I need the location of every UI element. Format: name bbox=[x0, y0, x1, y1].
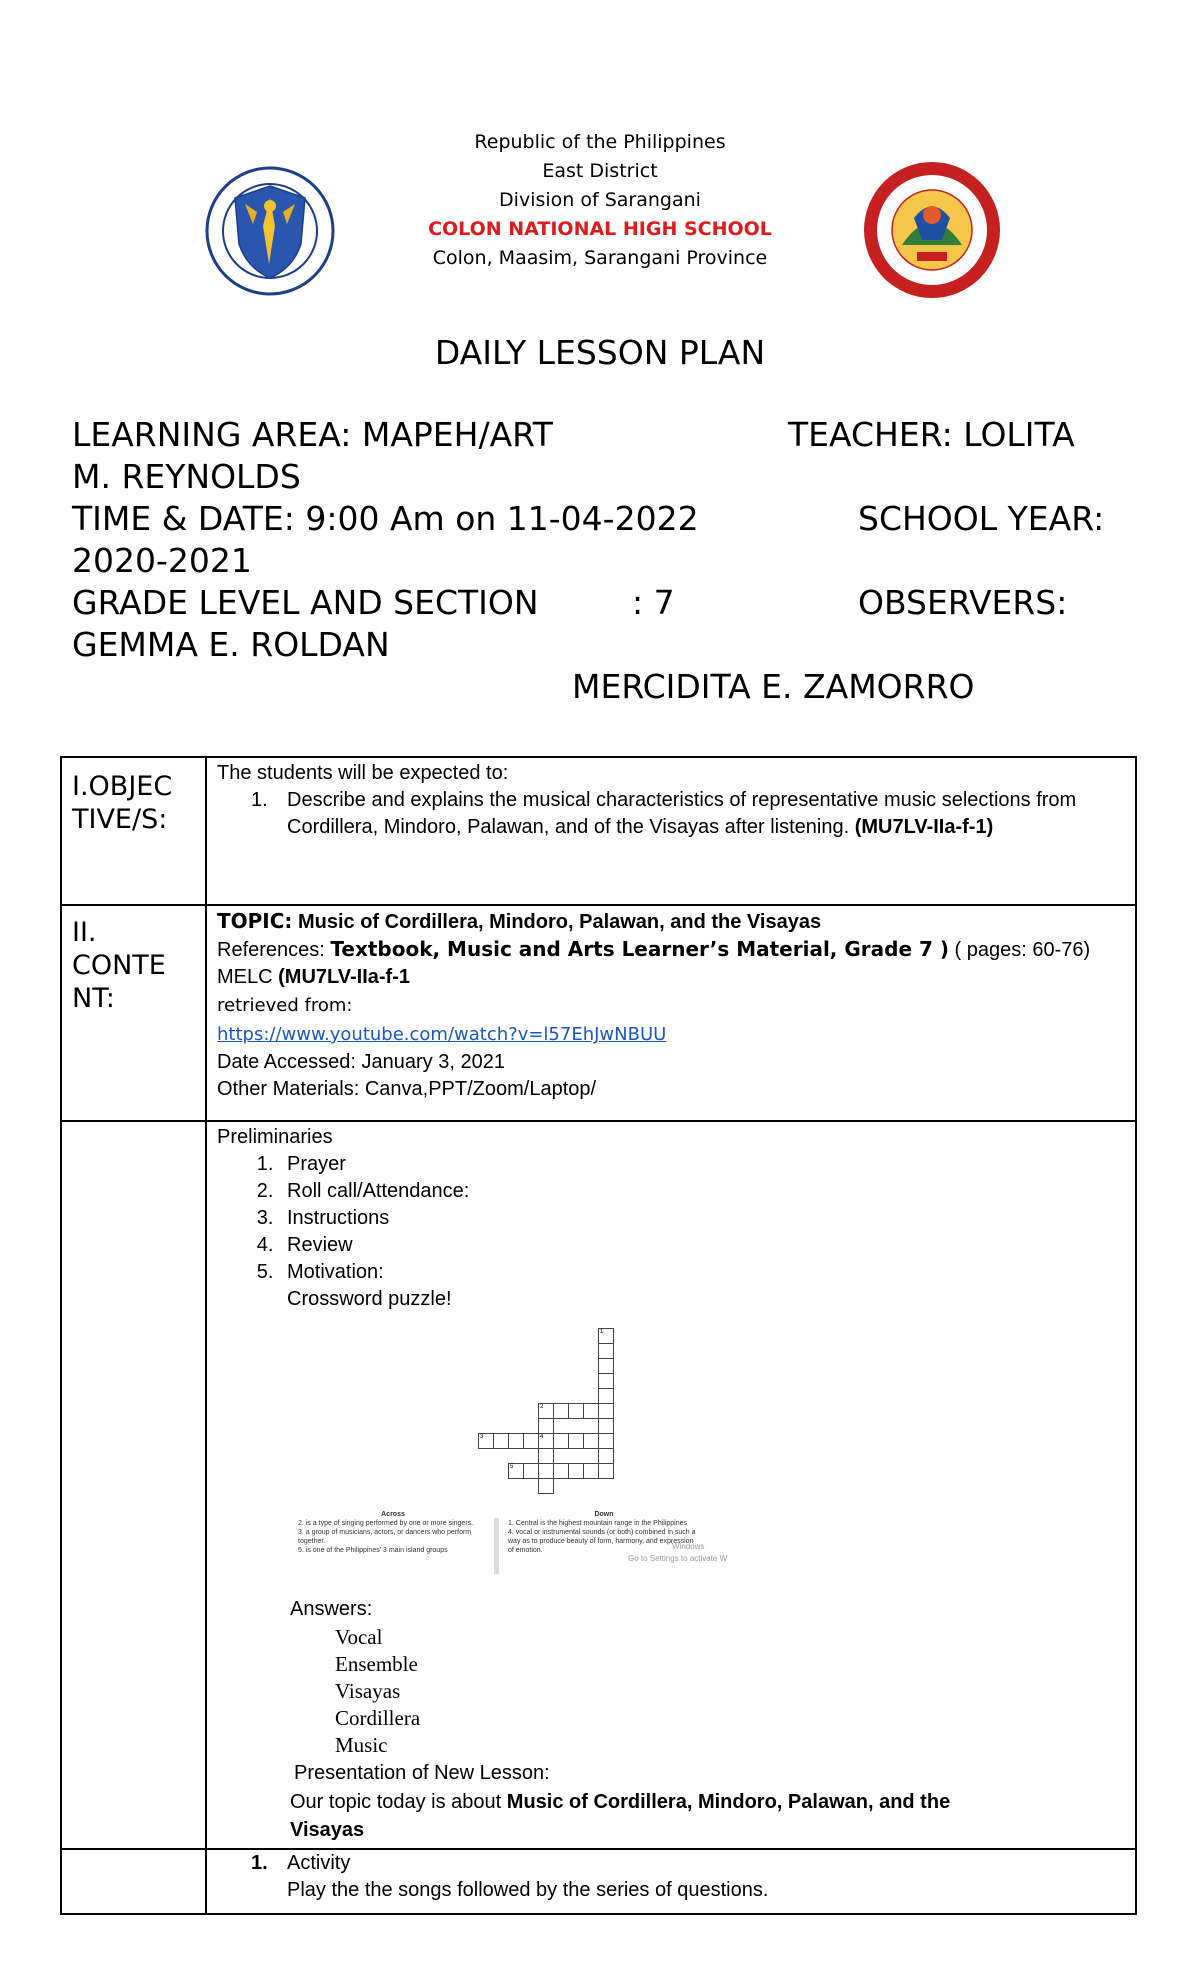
crossword-cell bbox=[598, 1358, 614, 1374]
references-pages: ( pages: 60-76) bbox=[949, 939, 1091, 961]
crossword-cell bbox=[523, 1433, 539, 1449]
objectives-label: I.OBJEC TIVE/S: bbox=[72, 771, 173, 835]
answer-list bbox=[335, 1624, 420, 1759]
answers-label: Answers: bbox=[290, 1598, 373, 1620]
content-cell bbox=[217, 908, 1117, 1103]
header-division: Division of Sarangani bbox=[499, 189, 701, 211]
crossword-cell bbox=[568, 1403, 584, 1419]
school-year-label: SCHOOL YEAR: bbox=[858, 499, 1105, 538]
list-item: 2. Roll call/Attendance: bbox=[279, 1178, 1117, 1205]
down-title: Down bbox=[594, 1511, 614, 1518]
topic-intro-bold: Music of Cordillera, Mindoro, Palawan, and the Visayas bbox=[290, 1791, 951, 1841]
table-column-divider bbox=[205, 758, 207, 1913]
crossword-cell: 4 bbox=[538, 1433, 554, 1449]
header-republic: Republic of the Philippines bbox=[474, 131, 726, 153]
crossword-cell bbox=[583, 1433, 599, 1449]
answer-item: Music bbox=[335, 1733, 388, 1757]
activity-cell bbox=[217, 1850, 1187, 1904]
objectives-cell bbox=[217, 760, 1117, 841]
answer-item: Vocal bbox=[335, 1625, 383, 1649]
observer-1: GEMMA E. ROLDAN bbox=[72, 625, 390, 664]
crossword-cell: 1 bbox=[598, 1328, 614, 1344]
answer-item: Visayas bbox=[335, 1679, 401, 1703]
activity-title: Activity bbox=[287, 1852, 351, 1874]
content-label: II. CONTE NT: bbox=[72, 917, 166, 1014]
list-item: 1. Prayer bbox=[279, 1151, 1117, 1178]
references-line bbox=[217, 936, 1117, 964]
clue-down: 4. vocal or instrumental sounds (or both) combined in such a way as to produce beauty of form, harmony, and expression of emotion. bbox=[508, 1529, 696, 1554]
crossword-cell bbox=[523, 1463, 539, 1479]
activity-text: Play the the songs followed by the series of questions. bbox=[287, 1879, 769, 1901]
crossword-cell bbox=[583, 1463, 599, 1479]
lesson-table bbox=[60, 756, 1137, 1915]
objective-number: 1. bbox=[251, 789, 268, 811]
school-year-value: 2020-2021 bbox=[72, 541, 252, 580]
crossword-cell bbox=[553, 1433, 569, 1449]
melc-label: MELC bbox=[217, 966, 279, 988]
preliminaries-heading: Preliminaries bbox=[217, 1126, 333, 1148]
other-materials: Other Materials: Canva,PPT/Zoom/Laptop/ bbox=[217, 1078, 597, 1100]
topic-label: TOPIC: bbox=[217, 909, 293, 933]
teacher-name: M. REYNOLDS bbox=[72, 457, 301, 496]
time-date: TIME & DATE: 9:00 Am on 11-04-2022 bbox=[72, 499, 699, 538]
clue-down: 1. Central is the highest mountain range in the Philippines bbox=[508, 1520, 687, 1527]
crossword-cell bbox=[538, 1463, 554, 1479]
procedure-cell bbox=[217, 1124, 1117, 1313]
crossword-cell: 2 bbox=[538, 1403, 554, 1419]
topic-intro-text: Our topic today is about bbox=[290, 1791, 507, 1813]
header-address: Colon, Maasim, Sarangani Province bbox=[432, 247, 768, 269]
crossword-cell bbox=[598, 1373, 614, 1389]
crossword-cell bbox=[553, 1403, 569, 1419]
activity-number: 1. bbox=[251, 1852, 268, 1874]
topic-intro bbox=[290, 1788, 990, 1844]
observers-label: OBSERVERS: bbox=[858, 583, 1068, 622]
answer-item: Ensemble bbox=[335, 1652, 418, 1676]
references-label: References: bbox=[217, 939, 331, 961]
crossword-cell bbox=[598, 1403, 614, 1419]
clue-across: 5. is one of the Philippines' 3 main island groups bbox=[298, 1547, 448, 1554]
melc-line bbox=[217, 964, 1117, 991]
crossword-cell bbox=[598, 1433, 614, 1449]
crossword-cell bbox=[598, 1388, 614, 1404]
objective-code: (MU7LV-IIa-f-1) bbox=[854, 816, 994, 838]
across-title: Across bbox=[381, 1511, 405, 1518]
crossword-cell bbox=[553, 1463, 569, 1479]
crossword-cell: 3 bbox=[478, 1433, 494, 1449]
objective-text: Describe and explains the musical characteristics of representative music selections from Cordillera, Mindoro, Palawan, and of the Visayas after listening. bbox=[287, 789, 1077, 838]
crossword-cell bbox=[538, 1448, 554, 1464]
header-school-name: COLON NATIONAL HIGH SCHOOL bbox=[428, 218, 772, 240]
clue-across: 2. is a type of singing performed by one or more singers. bbox=[298, 1520, 474, 1527]
crossword-cell bbox=[538, 1478, 554, 1494]
watermark-text: Windows bbox=[672, 1542, 705, 1551]
retrieved-label: retrieved from: bbox=[217, 995, 353, 1016]
crossword-cell bbox=[598, 1448, 614, 1464]
date-accessed: Date Accessed: January 3, 2021 bbox=[217, 1051, 505, 1073]
crossword-cell bbox=[493, 1433, 509, 1449]
watermark-subtext: Go to Settings to activate W bbox=[628, 1554, 728, 1563]
table-row-divider bbox=[62, 1120, 1135, 1122]
header-district: East District bbox=[542, 160, 658, 182]
crossword-cell bbox=[598, 1463, 614, 1479]
melc-code: (MU7LV-IIa-f-1 bbox=[278, 966, 410, 988]
crossword-cell bbox=[568, 1463, 584, 1479]
answer-item: Cordillera bbox=[335, 1706, 421, 1730]
topic-text: Music of Cordillera, Mindoro, Palawan, and the Visayas bbox=[292, 911, 822, 933]
objectives-intro: The students will be expected to: bbox=[217, 762, 509, 784]
topic-line bbox=[217, 908, 1117, 936]
grade-level: GRADE LEVEL AND SECTION bbox=[72, 583, 539, 622]
observer-2: MERCIDITA E. ZAMORRO bbox=[572, 667, 975, 706]
list-item: 5. Motivation: bbox=[279, 1259, 1117, 1286]
document-title: DAILY LESSON PLAN bbox=[434, 333, 766, 372]
clue-across: 3. a group of musicians, actors, or dancers who perform together. bbox=[298, 1529, 472, 1545]
list-item: 3. Instructions bbox=[279, 1205, 1117, 1232]
references-text: Textbook, Music and Arts Learner’s Material, Grade 7 ) bbox=[330, 937, 949, 961]
presentation-heading: Presentation of New Lesson: bbox=[294, 1762, 550, 1784]
crossword-across-clues bbox=[298, 1510, 488, 1555]
crossword-cell bbox=[508, 1433, 524, 1449]
crossword-cell bbox=[538, 1418, 554, 1434]
video-link[interactable]: https://www.youtube.com/watch?v=l57EhJwNBUU bbox=[217, 1024, 667, 1045]
crossword-cell bbox=[598, 1343, 614, 1359]
grade-level-value: : 7 bbox=[632, 583, 675, 622]
crossword-cell: 5 bbox=[508, 1463, 524, 1479]
crossword-cell bbox=[568, 1433, 584, 1449]
crossword-cell bbox=[583, 1403, 599, 1419]
objective-item bbox=[217, 787, 1117, 841]
crossword-cell bbox=[598, 1418, 614, 1434]
clue-scrollbar[interactable] bbox=[494, 1518, 499, 1574]
crossword-label: Crossword puzzle! bbox=[287, 1288, 452, 1310]
teacher-label: TEACHER: LOLITA bbox=[788, 415, 1075, 454]
learning-area: LEARNING AREA: MAPEH/ART bbox=[72, 415, 553, 454]
table-row-divider bbox=[62, 904, 1135, 906]
list-item: 4. Review bbox=[279, 1232, 1117, 1259]
